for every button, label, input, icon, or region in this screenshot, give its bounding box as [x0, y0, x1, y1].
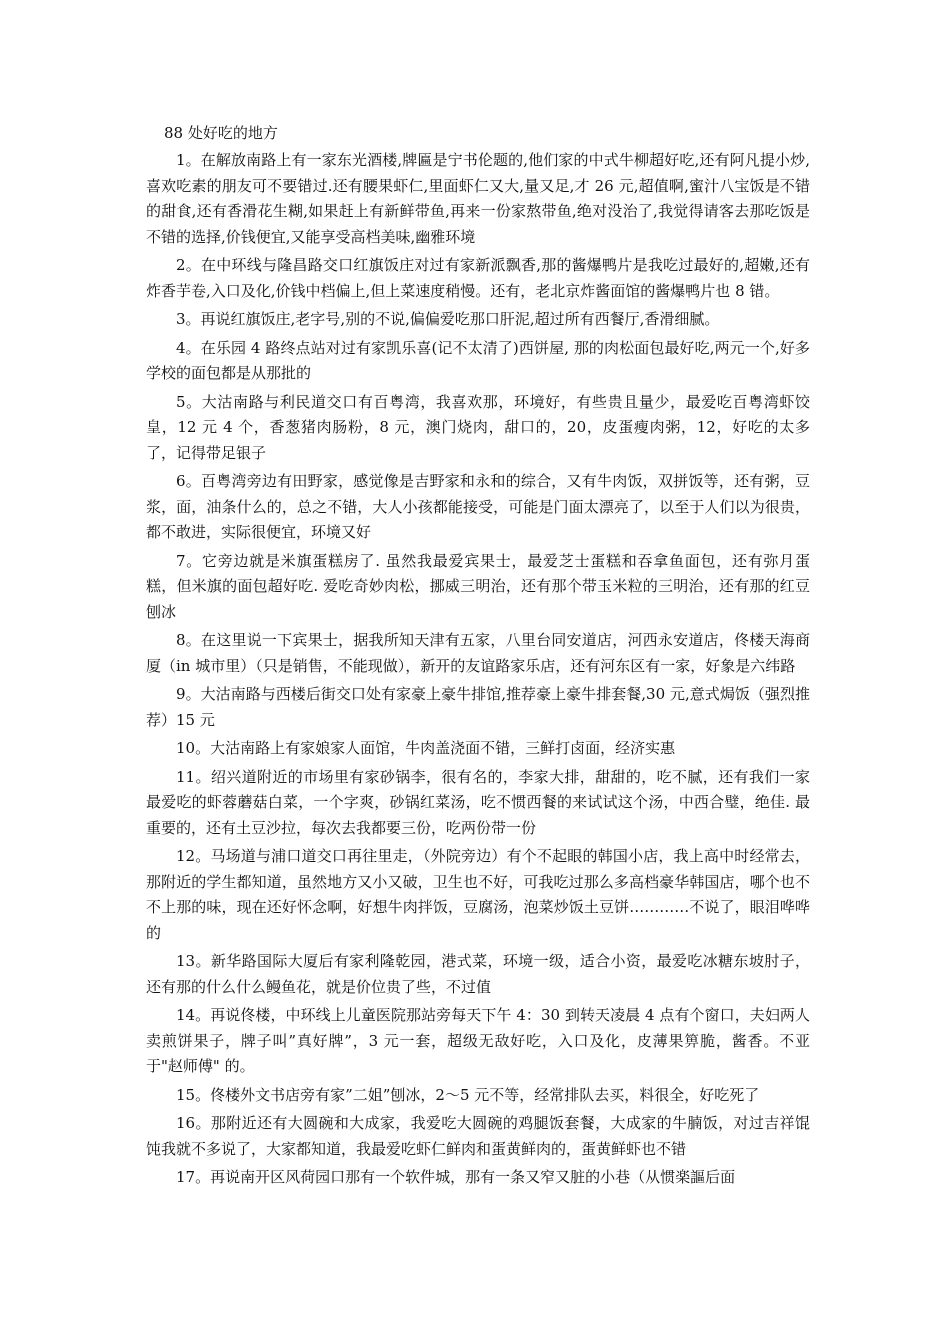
document-page	[146, 118, 810, 1194]
paragraph-15: 15。佟楼外文书店旁有家”二姐”刨冰，2～5 元不等，经常排队去买，料很全，好吃死了	[176, 1085, 760, 1104]
paragraph-7: 7。它旁边就是米旗蛋糕房了. 虽然我最爱宾果士，最爱芝士蛋糕和吞拿鱼面包，还有弥月蛋糕，但米旗的面包超好吃. 爱吃奇妙肉松，挪威三明治，还有那个带玉米粒的三明治，还有那的红豆刨冰	[146, 551, 810, 621]
paragraph-14: 14。再说佟楼，中环线上儿童医院那站旁每天下午 4：30 到转天凌晨 4 点有个窗口，夫妇两人卖煎饼果子，牌子叫”真好牌”，3 元一套，超级无敌好吃，入口及化，皮薄果箅脆，酱香。不亚于"赵师傅" 的。	[146, 1006, 810, 1075]
paragraph-4: 4。在乐园 4 路终点站对过有家凯乐喜(记不太清了)西饼屋, 那的肉松面包最好吃,两元一个,好多学校的面包都是从那批的	[146, 338, 810, 382]
paragraph-2: 2。在中环线与隆昌路交口红旗饭庄对过有家新派飘香,那的酱爆鸭片是我吃过最好的,超嫩,还有炸香芋卷,入口及化,价钱中档偏上,但上菜速度稍慢。还有，老北京炸酱面馆的酱爆鸭片也 8 错。	[146, 256, 810, 300]
paragraph-10: 10。大沽南路上有家娘家人面馆，牛肉盖浇面不错，三鲜打卤面，经济实惠	[176, 739, 676, 757]
paragraph-16: 16。那附近还有大圆碗和大成家，我爱吃大圆碗的鸡腿饭套餐，大成家的牛腩饭，对过吉祥馄饨我就不多说了，大家都知道，我最爱吃虾仁鲜肉和蛋黄鲜肉的，蛋黄鲜虾也不错	[146, 1114, 810, 1158]
paragraph-13: 13。新华路国际大厦后有家利隆乾园，港式菜，环境一级，适合小资，最爱吃冰糖东坡肘子，还有那的什么什么鳗鱼花，就是价位贵了些，不过值	[146, 952, 810, 996]
paragraph-12: 12。马场道与浦口道交口再往里走，（外院旁边）有个不起眼的韩国小店，我上高中时经常去，那附近的学生都知道，虽然地方又小又破，卫生也不好，可我吃过那么多高档豪华韩国店，哪个也不不上那的味，现在还好怀念啊，好想牛肉拌饭，豆腐汤，泡菜炒饭土豆饼…………不说了，眼泪哗哗的	[146, 847, 810, 942]
paragraph-5: 5。大沽南路与利民道交口有百粤湾，我喜欢那，环境好，有些贵且量少，最爱吃百粤湾虾饺皇，12 元 4 个，香葱猪肉肠粉，8 元，澳门烧肉，甜口的，20，皮蛋瘦肉粥，12，好吃的太多了，记得带足银子	[146, 392, 810, 462]
paragraph-1: 1。在解放南路上有一家东光酒楼,牌匾是宁书伦题的,他们家的中式牛柳超好吃,还有阿凡提小炒,喜欢吃素的朋友可不要错过.还有腰果虾仁,里面虾仁又大,量又足,才 26 元,超值啊,蜜汁八宝饭是不错的甜食,还有香滑花生糊,如果赶上有新鲜带鱼,再来一份家熬带鱼,绝对没治了,我觉得请客去那吃饭是不错的选择,价钱便宜,又能享受高档美味,幽雅环境	[146, 151, 810, 246]
paragraph-3: 3。再说红旗饭庄,老字号,别的不说,偏偏爱吃那口肝泥,超过所有西餐厅,香滑细腻。	[176, 310, 720, 328]
paragraph-8: 8。在这里说一下宾果士，据我所知天津有五家，八里台同安道店，河西永安道店，佟楼天海商厦（in 城市里）（只是销售，不能现做），新开的友谊路家乐店，还有河东区有一家，好象是六纬路	[146, 631, 810, 675]
paragraph-9: 9。大沽南路与西楼后街交口处有家豪上豪牛排馆,推荐豪上豪牛排套餐,30 元,意式焗饭（强烈推荐）15 元	[146, 685, 810, 729]
paragraph-17: 17。再说南开区风荷园口那有一个软件城，那有一条又窄又脏的小巷（从惯楽謳后面	[176, 1168, 736, 1186]
paragraph-11: 11。绍兴道附近的市场里有家砂锅李，很有名的，李家大排，甜甜的，吃不腻，还有我们一家最爱吃的虾蓉蘑菇白菜，一个字爽，砂锅红菜汤，吃不惯西餐的来试试这个汤，中西合璧，绝佳. 最重要的，还有土豆沙拉，每次去我都要三份，吃两份带一份	[146, 767, 810, 837]
paragraph-6: 6。百粤湾旁边有田野家，感觉像是吉野家和永和的综合，又有牛肉饭，双拼饭等，还有粥，豆浆，面，油条什么的，总之不错，大人小孩都能接受，可能是门面太漂亮了，以至于人们以为很贵，都不敢进，实际很便宜，环境又好	[146, 472, 810, 541]
page-title: 88 处好吃的地方	[164, 124, 278, 142]
